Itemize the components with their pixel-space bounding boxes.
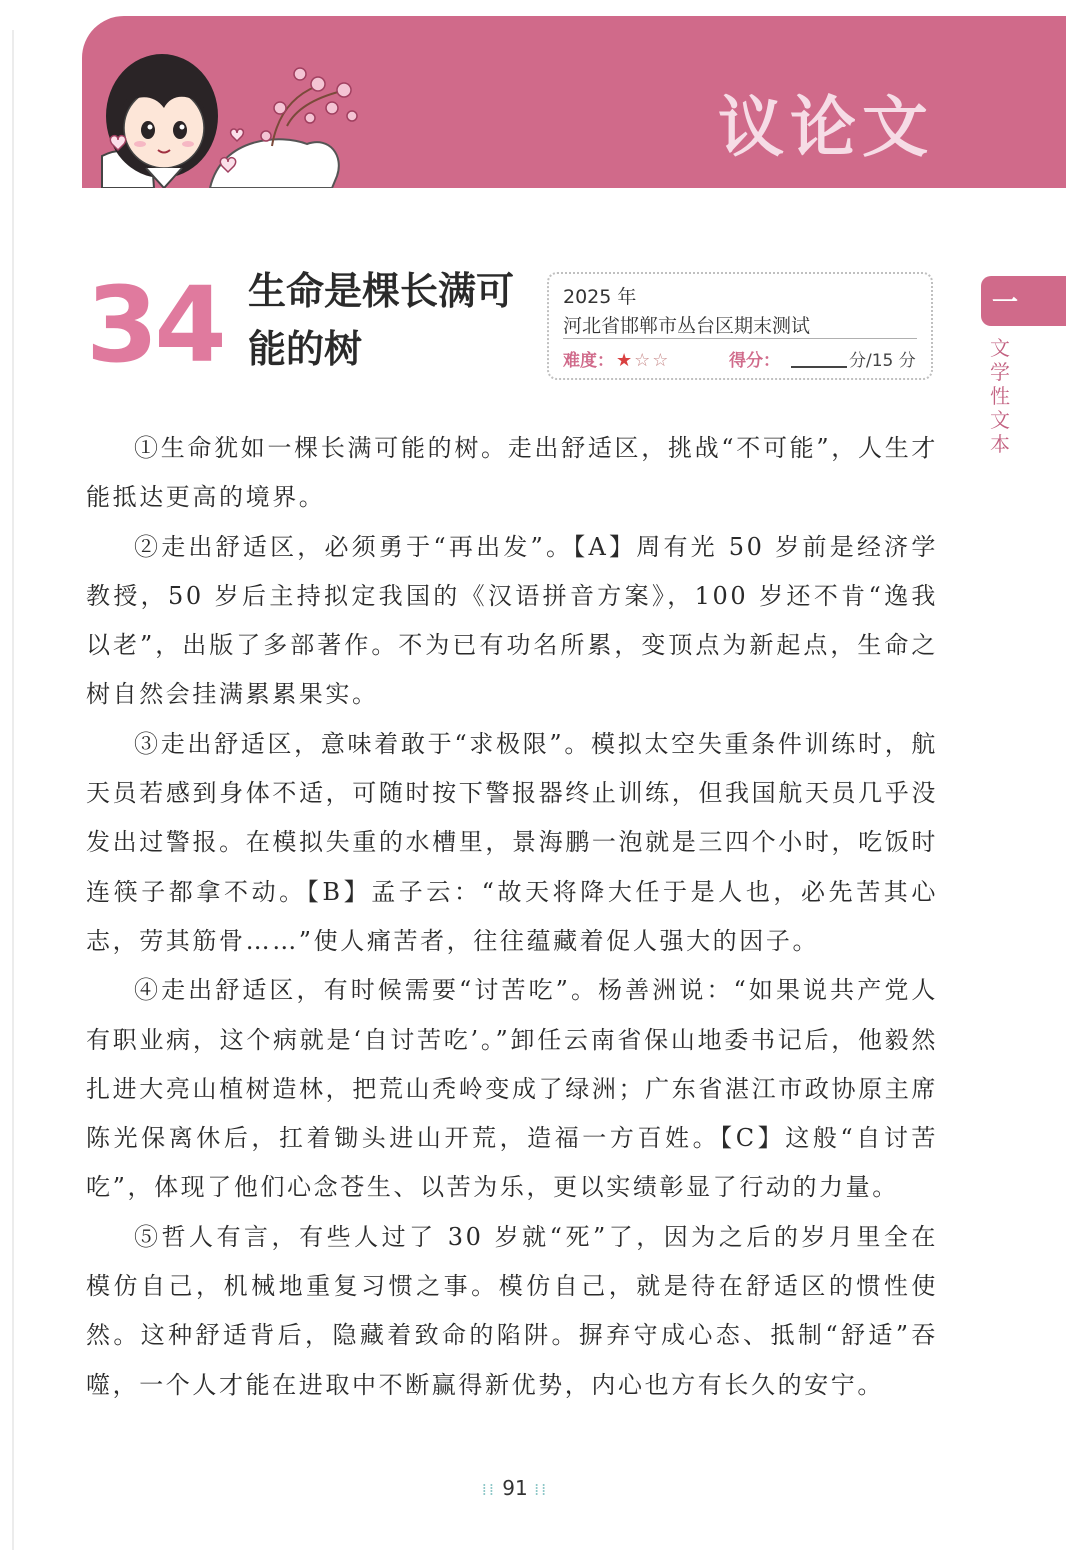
decor-dots-right: ⁞⁞	[534, 1480, 549, 1499]
category-title: 议论文	[718, 89, 934, 166]
paragraph-1: ①生命犹如一棵长满可能的树。走出舒适区，挑战“不可能”，人生才能抵达更高的境界。	[86, 434, 938, 512]
star-empty-icon: ☆	[634, 350, 651, 371]
difficulty-stars	[614, 351, 668, 371]
source-year: 2025 年	[563, 286, 637, 308]
difficulty-score-row	[563, 346, 916, 371]
score-blank	[791, 366, 847, 368]
star-filled-icon: ★	[616, 350, 633, 371]
paragraph-3: ③走出舒适区，意味着敢于“求极限”。模拟太空失重条件训练时，航天员若感到身体不适，可随时按下警报器终止训练，但我国航天员几乎没发出过警报。在模拟失重的水槽里，景海鹏一泡就是三四个小时，吃饭时连筷子都拿不动。【B】孟子云：“故天将降大任于是人也，必先苦其心志，劳其筋骨……”使人痛苦者，往往蕴藏着促人强大的因子。	[86, 729, 938, 955]
difficulty-label: 难度：	[563, 351, 614, 371]
star-empty-icon: ☆	[652, 350, 669, 371]
side-tab-number: 一	[991, 288, 1018, 318]
score-total: 分/15 分	[849, 351, 916, 371]
header-banner	[82, 16, 1066, 188]
paragraph-2: ②走出舒适区，必须勇于“再出发”。【A】周有光 50 岁前是经济学教授，50 岁后主持拟定我国的《汉语拼音方案》，100 岁还不肯“逸我以老”，出版了多部著作。不为已有功名所累，变顶点为新起点，生命之树自然会挂满累累果实。	[86, 532, 938, 709]
lesson-title: 生命是棵长满可能的树	[248, 269, 515, 371]
paragraph-5: ⑤哲人有言，有些人过了 30 岁就“死”了，因为之后的岁月里全在模仿自己，机械地重复习惯之事。模仿自己，就是待在舒适区的惯性使然。这种舒适背后，隐藏着致命的陷阱。摒弃守成心态、抵制“舒适”吞噬，一个人才能在进取中不断赢得新优势，内心也方有长久的安宁。	[86, 1222, 938, 1399]
side-tab	[981, 276, 1066, 326]
source-box	[547, 272, 933, 380]
page-footer	[0, 1476, 1030, 1500]
source-divider	[563, 338, 917, 339]
girl-illustration	[82, 16, 382, 188]
source-exam: 河北省邯郸市丛台区期末测试	[563, 315, 811, 337]
article-body	[86, 424, 938, 1410]
page-edge	[12, 30, 14, 1550]
paragraph-4: ④走出舒适区，有时候需要“讨苦吃”。杨善洲说：“如果说共产党人有职业病，这个病就是‘自讨苦吃’。”卸任云南省保山地委书记后，他毅然扎进大亮山植树造林，把荒山秃岭变成了绿洲；广东省湛江市政协原主席陈光保离休后，扛着锄头进山开荒，造福一方百姓。【C】这般“自讨苦吃”，体现了他们心念苍生、以苦为乐，更以实绩彰显了行动的力量。	[86, 976, 938, 1202]
score-label: 得分：	[729, 351, 780, 371]
lesson-number: 34	[86, 264, 223, 386]
side-tab-label: 文学性文本	[990, 336, 1010, 456]
decor-dots-left: ⁞⁞	[481, 1480, 496, 1499]
page-number: 91	[502, 1476, 528, 1500]
